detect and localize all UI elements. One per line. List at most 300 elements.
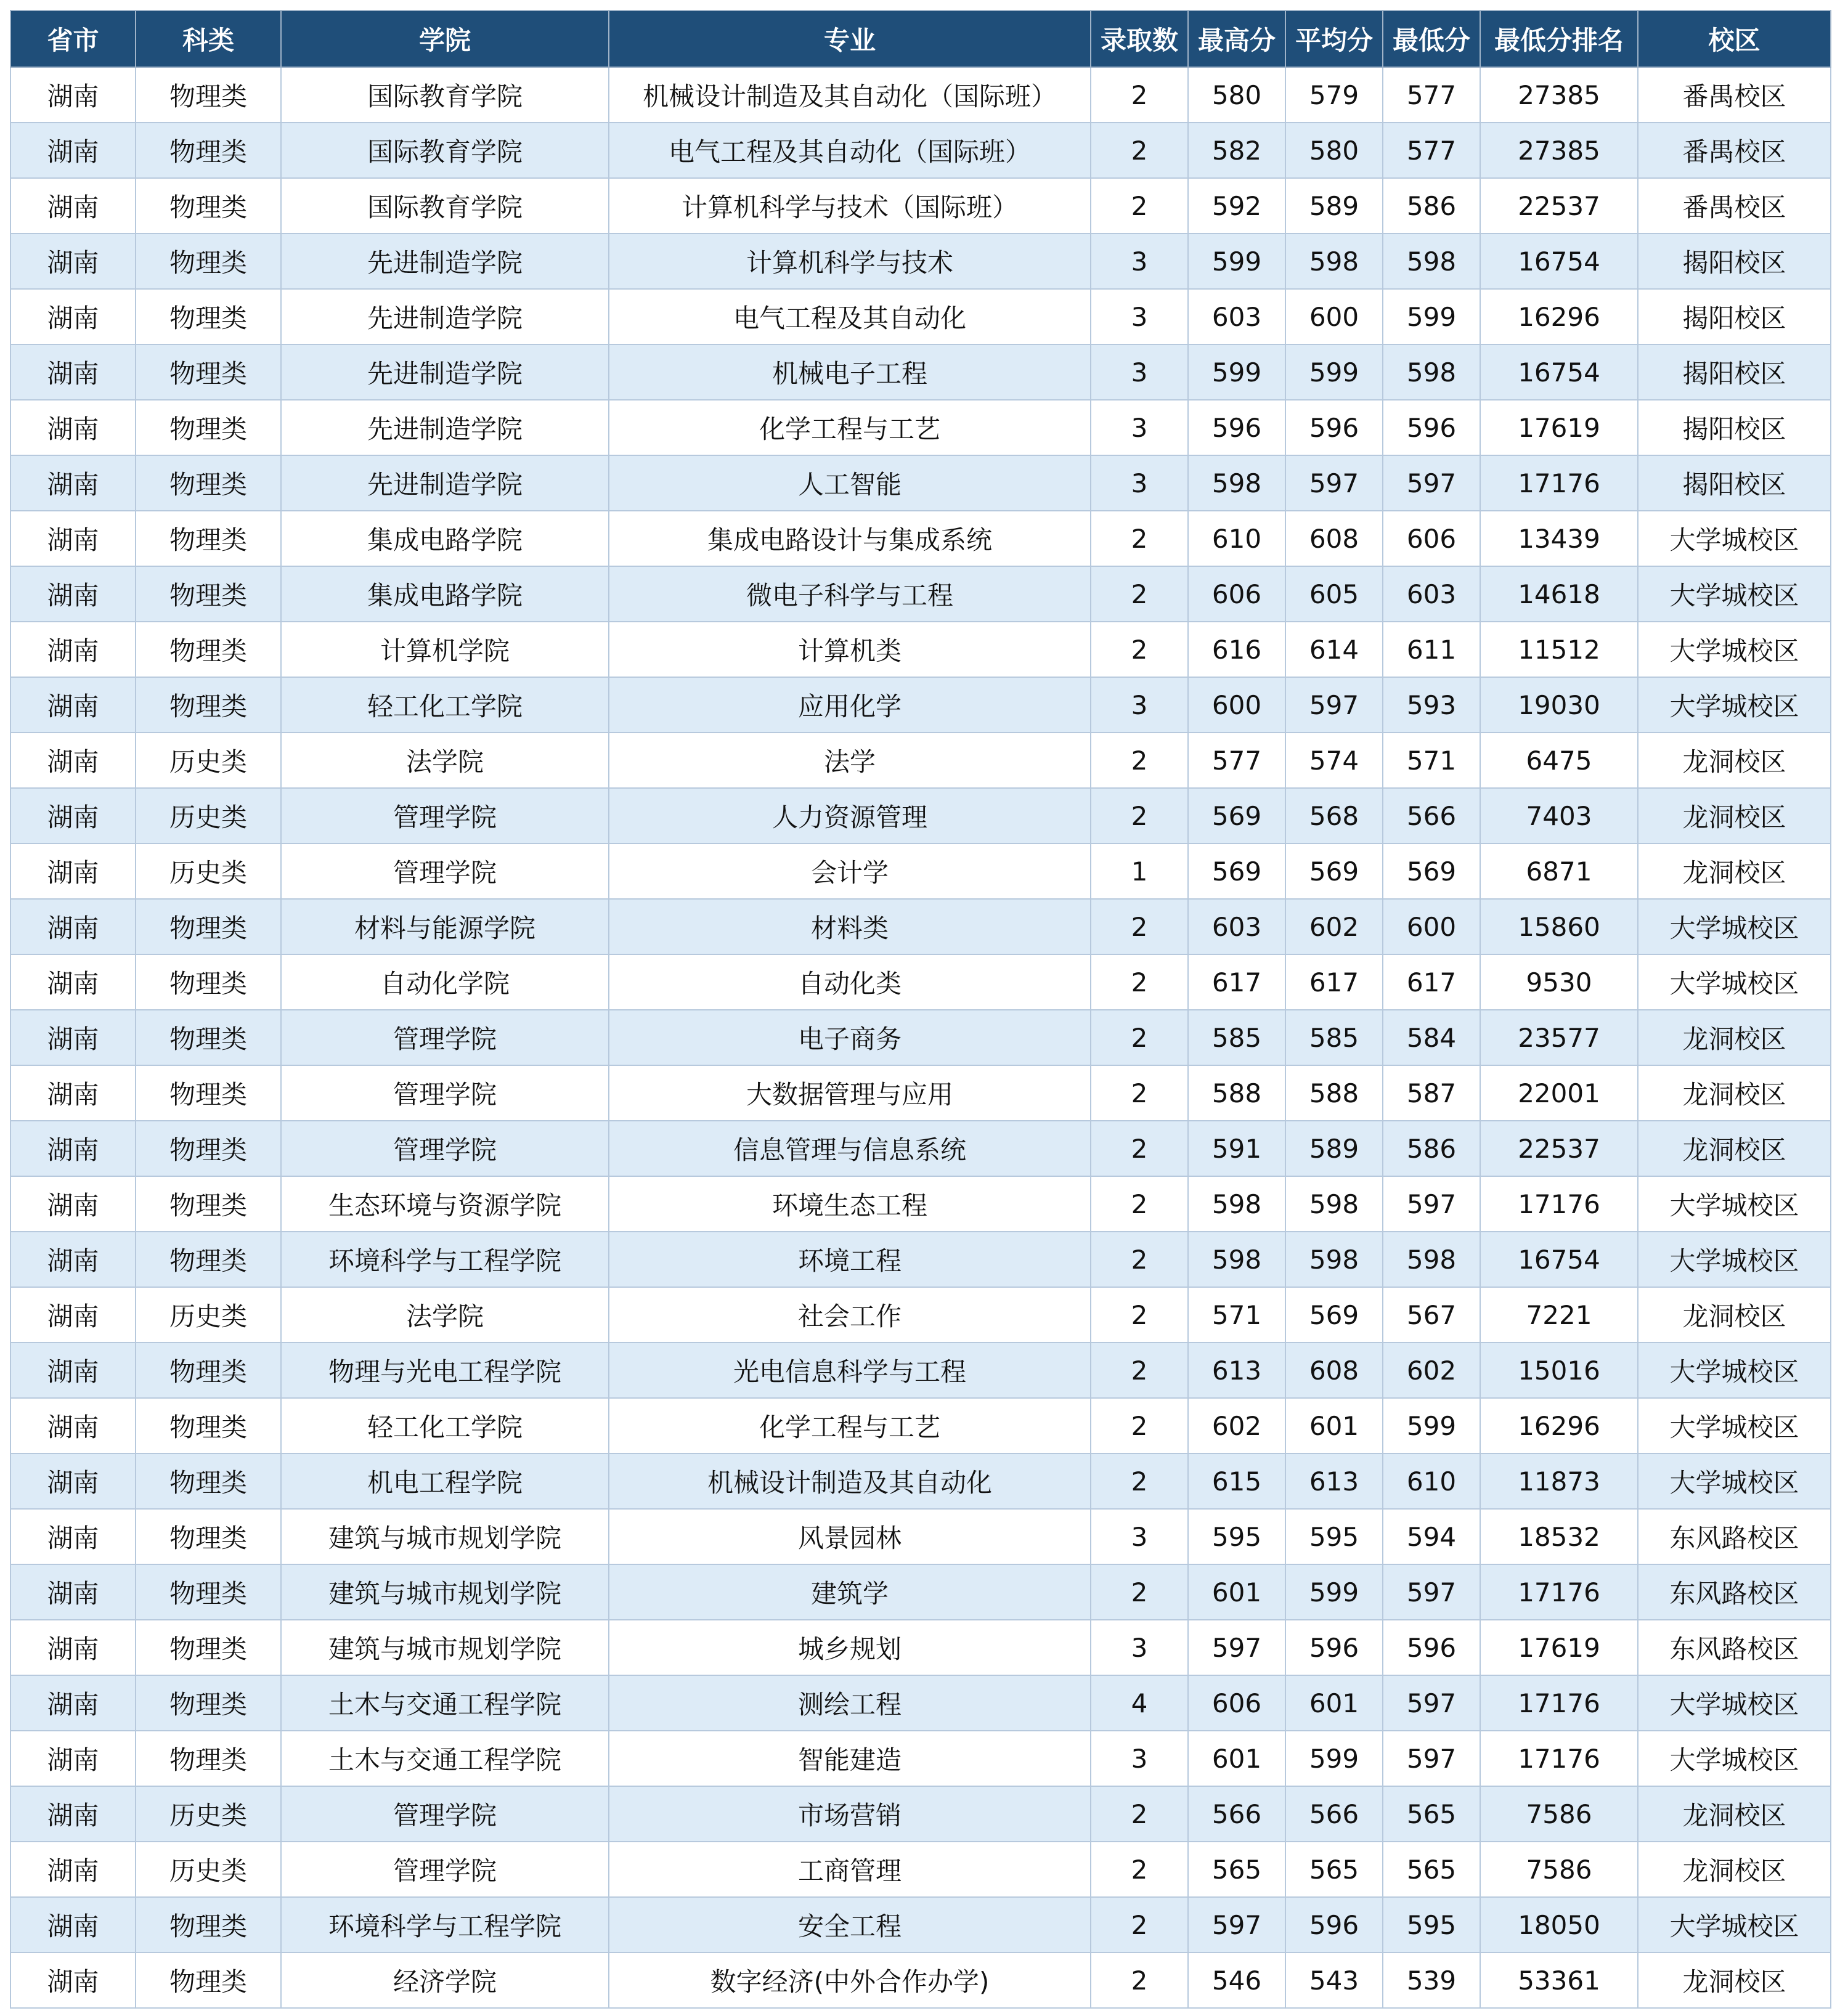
- cell-admitted-count: 2: [1091, 1065, 1188, 1121]
- cell-average-score: 569: [1285, 843, 1383, 899]
- cell-highest-score: 580: [1188, 67, 1285, 123]
- cell-average-score: 598: [1285, 1232, 1383, 1287]
- cell-province: 湖南: [10, 1786, 136, 1842]
- cell-category: 物理类: [136, 1453, 281, 1509]
- cell-college: 先进制造学院: [281, 400, 609, 455]
- cell-province: 湖南: [10, 1897, 136, 1953]
- header-major: 专业: [609, 10, 1091, 67]
- table-row: [10, 400, 1831, 455]
- table-row: [10, 1398, 1831, 1453]
- cell-college: 集成电路学院: [281, 566, 609, 622]
- cell-category: 物理类: [136, 289, 281, 344]
- cell-admitted-count: 2: [1091, 788, 1188, 843]
- cell-category: 历史类: [136, 788, 281, 843]
- cell-average-score: 597: [1285, 455, 1383, 511]
- cell-category: 物理类: [136, 1121, 281, 1176]
- cell-lowest-score-rank: 7586: [1480, 1786, 1638, 1842]
- cell-lowest-score-rank: 16754: [1480, 234, 1638, 289]
- cell-lowest-score: 596: [1383, 400, 1480, 455]
- cell-category: 物理类: [136, 123, 281, 178]
- cell-province: 湖南: [10, 843, 136, 899]
- cell-province: 湖南: [10, 566, 136, 622]
- table-row: [10, 677, 1831, 733]
- cell-average-score: 585: [1285, 1010, 1383, 1065]
- cell-lowest-score-rank: 6475: [1480, 733, 1638, 788]
- cell-category: 历史类: [136, 1287, 281, 1343]
- cell-category: 物理类: [136, 344, 281, 400]
- cell-province: 湖南: [10, 289, 136, 344]
- cell-campus: 大学城校区: [1638, 511, 1831, 566]
- cell-lowest-score: 569: [1383, 843, 1480, 899]
- cell-lowest-score: 599: [1383, 289, 1480, 344]
- cell-admitted-count: 2: [1091, 1287, 1188, 1343]
- cell-lowest-score: 611: [1383, 622, 1480, 677]
- cell-lowest-score-rank: 23577: [1480, 1010, 1638, 1065]
- cell-category: 物理类: [136, 677, 281, 733]
- cell-campus: 东风路校区: [1638, 1620, 1831, 1675]
- cell-college: 先进制造学院: [281, 234, 609, 289]
- cell-campus: 大学城校区: [1638, 1675, 1831, 1731]
- cell-lowest-score-rank: 15860: [1480, 899, 1638, 954]
- cell-average-score: 568: [1285, 788, 1383, 843]
- table-row: [10, 1675, 1831, 1731]
- cell-lowest-score: 586: [1383, 178, 1480, 234]
- cell-major: 机械设计制造及其自动化（国际班）: [609, 67, 1091, 123]
- cell-major: 安全工程: [609, 1897, 1091, 1953]
- cell-highest-score: 600: [1188, 677, 1285, 733]
- cell-campus: 大学城校区: [1638, 1176, 1831, 1232]
- cell-highest-score: 546: [1188, 1953, 1285, 2008]
- cell-category: 物理类: [136, 566, 281, 622]
- header-category: 科类: [136, 10, 281, 67]
- cell-campus: 大学城校区: [1638, 677, 1831, 733]
- header-highest-score: 最高分: [1188, 10, 1285, 67]
- cell-category: 物理类: [136, 234, 281, 289]
- cell-college: 先进制造学院: [281, 455, 609, 511]
- table-row: [10, 1065, 1831, 1121]
- cell-average-score: 569: [1285, 1287, 1383, 1343]
- cell-major: 计算机类: [609, 622, 1091, 677]
- cell-category: 历史类: [136, 843, 281, 899]
- cell-campus: 大学城校区: [1638, 1232, 1831, 1287]
- cell-province: 湖南: [10, 234, 136, 289]
- cell-admitted-count: 3: [1091, 289, 1188, 344]
- cell-major: 数字经济(中外合作办学): [609, 1953, 1091, 2008]
- cell-lowest-score-rank: 11512: [1480, 622, 1638, 677]
- cell-lowest-score-rank: 16754: [1480, 344, 1638, 400]
- cell-major: 电子商务: [609, 1010, 1091, 1065]
- table-header: [10, 10, 1831, 67]
- table-row: [10, 1010, 1831, 1065]
- table-row: [10, 1232, 1831, 1287]
- cell-lowest-score-rank: 27385: [1480, 123, 1638, 178]
- cell-college: 机电工程学院: [281, 1453, 609, 1509]
- cell-campus: 龙洞校区: [1638, 788, 1831, 843]
- cell-category: 物理类: [136, 954, 281, 1010]
- table-row: [10, 1842, 1831, 1897]
- cell-province: 湖南: [10, 511, 136, 566]
- cell-province: 湖南: [10, 1731, 136, 1786]
- cell-major: 化学工程与工艺: [609, 1398, 1091, 1453]
- cell-major: 计算机科学与技术（国际班）: [609, 178, 1091, 234]
- cell-campus: 揭阳校区: [1638, 289, 1831, 344]
- cell-admitted-count: 3: [1091, 344, 1188, 400]
- cell-admitted-count: 2: [1091, 123, 1188, 178]
- cell-college: 管理学院: [281, 843, 609, 899]
- cell-campus: 龙洞校区: [1638, 1786, 1831, 1842]
- cell-major: 社会工作: [609, 1287, 1091, 1343]
- cell-average-score: 598: [1285, 234, 1383, 289]
- cell-province: 湖南: [10, 344, 136, 400]
- cell-lowest-score-rank: 16296: [1480, 1398, 1638, 1453]
- cell-college: 管理学院: [281, 788, 609, 843]
- cell-average-score: 589: [1285, 178, 1383, 234]
- cell-highest-score: 598: [1188, 455, 1285, 511]
- cell-lowest-score: 577: [1383, 67, 1480, 123]
- cell-lowest-score: 598: [1383, 1232, 1480, 1287]
- cell-average-score: 596: [1285, 1620, 1383, 1675]
- cell-average-score: 596: [1285, 1897, 1383, 1953]
- cell-province: 湖南: [10, 1121, 136, 1176]
- cell-category: 物理类: [136, 1509, 281, 1564]
- cell-admitted-count: 2: [1091, 1453, 1188, 1509]
- cell-lowest-score-rank: 22537: [1480, 1121, 1638, 1176]
- cell-campus: 揭阳校区: [1638, 400, 1831, 455]
- cell-campus: 龙洞校区: [1638, 1953, 1831, 2008]
- cell-lowest-score: 606: [1383, 511, 1480, 566]
- cell-highest-score: 577: [1188, 733, 1285, 788]
- cell-average-score: 596: [1285, 400, 1383, 455]
- cell-province: 湖南: [10, 899, 136, 954]
- cell-college: 法学院: [281, 733, 609, 788]
- cell-college: 国际教育学院: [281, 67, 609, 123]
- cell-major: 智能建造: [609, 1731, 1091, 1786]
- cell-province: 湖南: [10, 178, 136, 234]
- cell-campus: 龙洞校区: [1638, 1842, 1831, 1897]
- cell-major: 化学工程与工艺: [609, 400, 1091, 455]
- cell-highest-score: 616: [1188, 622, 1285, 677]
- cell-province: 湖南: [10, 1675, 136, 1731]
- cell-province: 湖南: [10, 1065, 136, 1121]
- cell-admitted-count: 2: [1091, 178, 1188, 234]
- cell-lowest-score: 599: [1383, 1398, 1480, 1453]
- cell-campus: 大学城校区: [1638, 899, 1831, 954]
- cell-lowest-score: 597: [1383, 1176, 1480, 1232]
- cell-lowest-score: 597: [1383, 1564, 1480, 1620]
- table-row: [10, 455, 1831, 511]
- cell-highest-score: 613: [1188, 1343, 1285, 1398]
- cell-highest-score: 602: [1188, 1398, 1285, 1453]
- cell-category: 物理类: [136, 622, 281, 677]
- table-row: [10, 733, 1831, 788]
- header-campus: 校区: [1638, 10, 1831, 67]
- cell-category: 物理类: [136, 899, 281, 954]
- cell-campus: 番禺校区: [1638, 67, 1831, 123]
- cell-province: 湖南: [10, 677, 136, 733]
- cell-category: 历史类: [136, 1842, 281, 1897]
- cell-average-score: 580: [1285, 123, 1383, 178]
- cell-lowest-score-rank: 7586: [1480, 1842, 1638, 1897]
- cell-lowest-score-rank: 7403: [1480, 788, 1638, 843]
- cell-lowest-score: 565: [1383, 1842, 1480, 1897]
- cell-highest-score: 606: [1188, 1675, 1285, 1731]
- cell-highest-score: 599: [1188, 234, 1285, 289]
- cell-campus: 大学城校区: [1638, 1398, 1831, 1453]
- cell-lowest-score: 617: [1383, 954, 1480, 1010]
- cell-campus: 东风路校区: [1638, 1509, 1831, 1564]
- table-row: [10, 344, 1831, 400]
- cell-average-score: 597: [1285, 677, 1383, 733]
- cell-admitted-count: 2: [1091, 511, 1188, 566]
- cell-lowest-score-rank: 13439: [1480, 511, 1638, 566]
- cell-campus: 番禺校区: [1638, 178, 1831, 234]
- cell-highest-score: 617: [1188, 954, 1285, 1010]
- cell-category: 物理类: [136, 1620, 281, 1675]
- cell-average-score: 608: [1285, 1343, 1383, 1398]
- cell-average-score: 602: [1285, 899, 1383, 954]
- cell-campus: 大学城校区: [1638, 1731, 1831, 1786]
- cell-lowest-score: 597: [1383, 1675, 1480, 1731]
- cell-average-score: 614: [1285, 622, 1383, 677]
- cell-lowest-score: 596: [1383, 1620, 1480, 1675]
- cell-college: 经济学院: [281, 1953, 609, 2008]
- header-average-score: 平均分: [1285, 10, 1383, 67]
- cell-lowest-score-rank: 11873: [1480, 1453, 1638, 1509]
- table-row: [10, 1176, 1831, 1232]
- cell-major: 人工智能: [609, 455, 1091, 511]
- cell-highest-score: 601: [1188, 1731, 1285, 1786]
- cell-average-score: 543: [1285, 1953, 1383, 2008]
- cell-campus: 龙洞校区: [1638, 843, 1831, 899]
- cell-college: 计算机学院: [281, 622, 609, 677]
- cell-campus: 龙洞校区: [1638, 733, 1831, 788]
- cell-major: 应用化学: [609, 677, 1091, 733]
- cell-province: 湖南: [10, 733, 136, 788]
- cell-average-score: 589: [1285, 1121, 1383, 1176]
- cell-admitted-count: 2: [1091, 1232, 1188, 1287]
- cell-province: 湖南: [10, 123, 136, 178]
- cell-major: 集成电路设计与集成系统: [609, 511, 1091, 566]
- cell-college: 土木与交通工程学院: [281, 1675, 609, 1731]
- cell-college: 管理学院: [281, 1010, 609, 1065]
- cell-category: 物理类: [136, 1343, 281, 1398]
- table-row: [10, 1509, 1831, 1564]
- cell-average-score: 613: [1285, 1453, 1383, 1509]
- cell-admitted-count: 3: [1091, 455, 1188, 511]
- table-row: [10, 289, 1831, 344]
- cell-campus: 大学城校区: [1638, 1343, 1831, 1398]
- table-row: [10, 1287, 1831, 1343]
- cell-college: 环境科学与工程学院: [281, 1232, 609, 1287]
- cell-lowest-score-rank: 9530: [1480, 954, 1638, 1010]
- cell-major: 电气工程及其自动化（国际班）: [609, 123, 1091, 178]
- cell-campus: 揭阳校区: [1638, 234, 1831, 289]
- cell-admitted-count: 3: [1091, 1620, 1188, 1675]
- cell-average-score: 566: [1285, 1786, 1383, 1842]
- cell-major: 会计学: [609, 843, 1091, 899]
- cell-campus: 揭阳校区: [1638, 455, 1831, 511]
- cell-province: 湖南: [10, 455, 136, 511]
- cell-lowest-score: 610: [1383, 1453, 1480, 1509]
- cell-lowest-score-rank: 19030: [1480, 677, 1638, 733]
- cell-admitted-count: 2: [1091, 1343, 1188, 1398]
- cell-lowest-score: 600: [1383, 899, 1480, 954]
- cell-province: 湖南: [10, 1842, 136, 1897]
- cell-lowest-score: 571: [1383, 733, 1480, 788]
- cell-category: 物理类: [136, 511, 281, 566]
- cell-province: 湖南: [10, 622, 136, 677]
- cell-admitted-count: 2: [1091, 622, 1188, 677]
- table-row: [10, 123, 1831, 178]
- cell-category: 物理类: [136, 1398, 281, 1453]
- cell-major: 法学: [609, 733, 1091, 788]
- cell-campus: 大学城校区: [1638, 566, 1831, 622]
- cell-lowest-score: 597: [1383, 1731, 1480, 1786]
- cell-average-score: 579: [1285, 67, 1383, 123]
- cell-lowest-score: 594: [1383, 1509, 1480, 1564]
- cell-lowest-score-rank: 6871: [1480, 843, 1638, 899]
- cell-lowest-score: 598: [1383, 344, 1480, 400]
- cell-major: 市场营销: [609, 1786, 1091, 1842]
- cell-category: 物理类: [136, 1953, 281, 2008]
- cell-highest-score: 599: [1188, 344, 1285, 400]
- cell-major: 大数据管理与应用: [609, 1065, 1091, 1121]
- cell-campus: 揭阳校区: [1638, 344, 1831, 400]
- cell-highest-score: 610: [1188, 511, 1285, 566]
- cell-lowest-score-rank: 17176: [1480, 1176, 1638, 1232]
- cell-admitted-count: 2: [1091, 1398, 1188, 1453]
- cell-highest-score: 595: [1188, 1509, 1285, 1564]
- cell-major: 材料类: [609, 899, 1091, 954]
- table-row: [10, 234, 1831, 289]
- cell-lowest-score: 577: [1383, 123, 1480, 178]
- cell-province: 湖南: [10, 1232, 136, 1287]
- cell-category: 物理类: [136, 1065, 281, 1121]
- cell-lowest-score: 539: [1383, 1953, 1480, 2008]
- cell-highest-score: 588: [1188, 1065, 1285, 1121]
- cell-major: 自动化类: [609, 954, 1091, 1010]
- cell-average-score: 608: [1285, 511, 1383, 566]
- cell-category: 历史类: [136, 733, 281, 788]
- cell-average-score: 595: [1285, 1509, 1383, 1564]
- cell-highest-score: 601: [1188, 1564, 1285, 1620]
- cell-highest-score: 592: [1188, 178, 1285, 234]
- cell-admitted-count: 2: [1091, 1953, 1188, 2008]
- cell-lowest-score-rank: 18050: [1480, 1897, 1638, 1953]
- cell-admitted-count: 2: [1091, 566, 1188, 622]
- cell-major: 环境工程: [609, 1232, 1091, 1287]
- cell-average-score: 617: [1285, 954, 1383, 1010]
- cell-lowest-score-rank: 17176: [1480, 455, 1638, 511]
- cell-category: 物理类: [136, 455, 281, 511]
- cell-major: 信息管理与信息系统: [609, 1121, 1091, 1176]
- cell-category: 物理类: [136, 1010, 281, 1065]
- cell-admitted-count: 2: [1091, 1121, 1188, 1176]
- admission-score-table: [10, 10, 1831, 2009]
- cell-college: 建筑与城市规划学院: [281, 1509, 609, 1564]
- cell-category: 物理类: [136, 1564, 281, 1620]
- header-lowest-score: 最低分: [1383, 10, 1480, 67]
- cell-lowest-score-rank: 27385: [1480, 67, 1638, 123]
- cell-college: 土木与交通工程学院: [281, 1731, 609, 1786]
- cell-category: 物理类: [136, 1675, 281, 1731]
- cell-college: 材料与能源学院: [281, 899, 609, 954]
- cell-highest-score: 597: [1188, 1620, 1285, 1675]
- cell-highest-score: 596: [1188, 400, 1285, 455]
- cell-admitted-count: 2: [1091, 1564, 1188, 1620]
- cell-lowest-score-rank: 16754: [1480, 1232, 1638, 1287]
- cell-category: 历史类: [136, 1786, 281, 1842]
- cell-highest-score: 591: [1188, 1121, 1285, 1176]
- cell-category: 物理类: [136, 1731, 281, 1786]
- cell-highest-score: 603: [1188, 289, 1285, 344]
- cell-province: 湖南: [10, 1953, 136, 2008]
- cell-lowest-score-rank: 17176: [1480, 1731, 1638, 1786]
- cell-province: 湖南: [10, 1509, 136, 1564]
- cell-admitted-count: 2: [1091, 954, 1188, 1010]
- cell-category: 物理类: [136, 1232, 281, 1287]
- cell-average-score: 574: [1285, 733, 1383, 788]
- cell-college: 管理学院: [281, 1065, 609, 1121]
- cell-highest-score: 603: [1188, 899, 1285, 954]
- cell-province: 湖南: [10, 67, 136, 123]
- cell-highest-score: 606: [1188, 566, 1285, 622]
- cell-college: 管理学院: [281, 1842, 609, 1897]
- cell-college: 环境科学与工程学院: [281, 1897, 609, 1953]
- cell-highest-score: 569: [1188, 843, 1285, 899]
- cell-province: 湖南: [10, 1398, 136, 1453]
- cell-major: 风景园林: [609, 1509, 1091, 1564]
- cell-average-score: 565: [1285, 1842, 1383, 1897]
- table-row: [10, 1620, 1831, 1675]
- cell-highest-score: 615: [1188, 1453, 1285, 1509]
- cell-admitted-count: 3: [1091, 234, 1188, 289]
- cell-admitted-count: 2: [1091, 1897, 1188, 1953]
- cell-campus: 番禺校区: [1638, 123, 1831, 178]
- cell-major: 建筑学: [609, 1564, 1091, 1620]
- table-body: [10, 67, 1831, 2008]
- cell-college: 管理学院: [281, 1121, 609, 1176]
- table-row: [10, 1953, 1831, 2008]
- cell-college: 管理学院: [281, 1786, 609, 1842]
- cell-province: 湖南: [10, 1010, 136, 1065]
- cell-lowest-score: 584: [1383, 1010, 1480, 1065]
- cell-lowest-score-rank: 22001: [1480, 1065, 1638, 1121]
- cell-college: 先进制造学院: [281, 344, 609, 400]
- cell-highest-score: 597: [1188, 1897, 1285, 1953]
- cell-admitted-count: 3: [1091, 677, 1188, 733]
- cell-province: 湖南: [10, 1176, 136, 1232]
- cell-lowest-score-rank: 17176: [1480, 1675, 1638, 1731]
- header-college: 学院: [281, 10, 609, 67]
- cell-lowest-score: 595: [1383, 1897, 1480, 1953]
- cell-major: 环境生态工程: [609, 1176, 1091, 1232]
- cell-admitted-count: 3: [1091, 400, 1188, 455]
- cell-major: 工商管理: [609, 1842, 1091, 1897]
- table-row: [10, 954, 1831, 1010]
- cell-college: 轻工化工学院: [281, 677, 609, 733]
- cell-college: 国际教育学院: [281, 123, 609, 178]
- cell-average-score: 601: [1285, 1398, 1383, 1453]
- cell-province: 湖南: [10, 400, 136, 455]
- cell-major: 机械设计制造及其自动化: [609, 1453, 1091, 1509]
- cell-average-score: 599: [1285, 1564, 1383, 1620]
- cell-admitted-count: 4: [1091, 1675, 1188, 1731]
- cell-major: 人力资源管理: [609, 788, 1091, 843]
- cell-lowest-score-rank: 16296: [1480, 289, 1638, 344]
- cell-category: 物理类: [136, 1176, 281, 1232]
- cell-province: 湖南: [10, 1343, 136, 1398]
